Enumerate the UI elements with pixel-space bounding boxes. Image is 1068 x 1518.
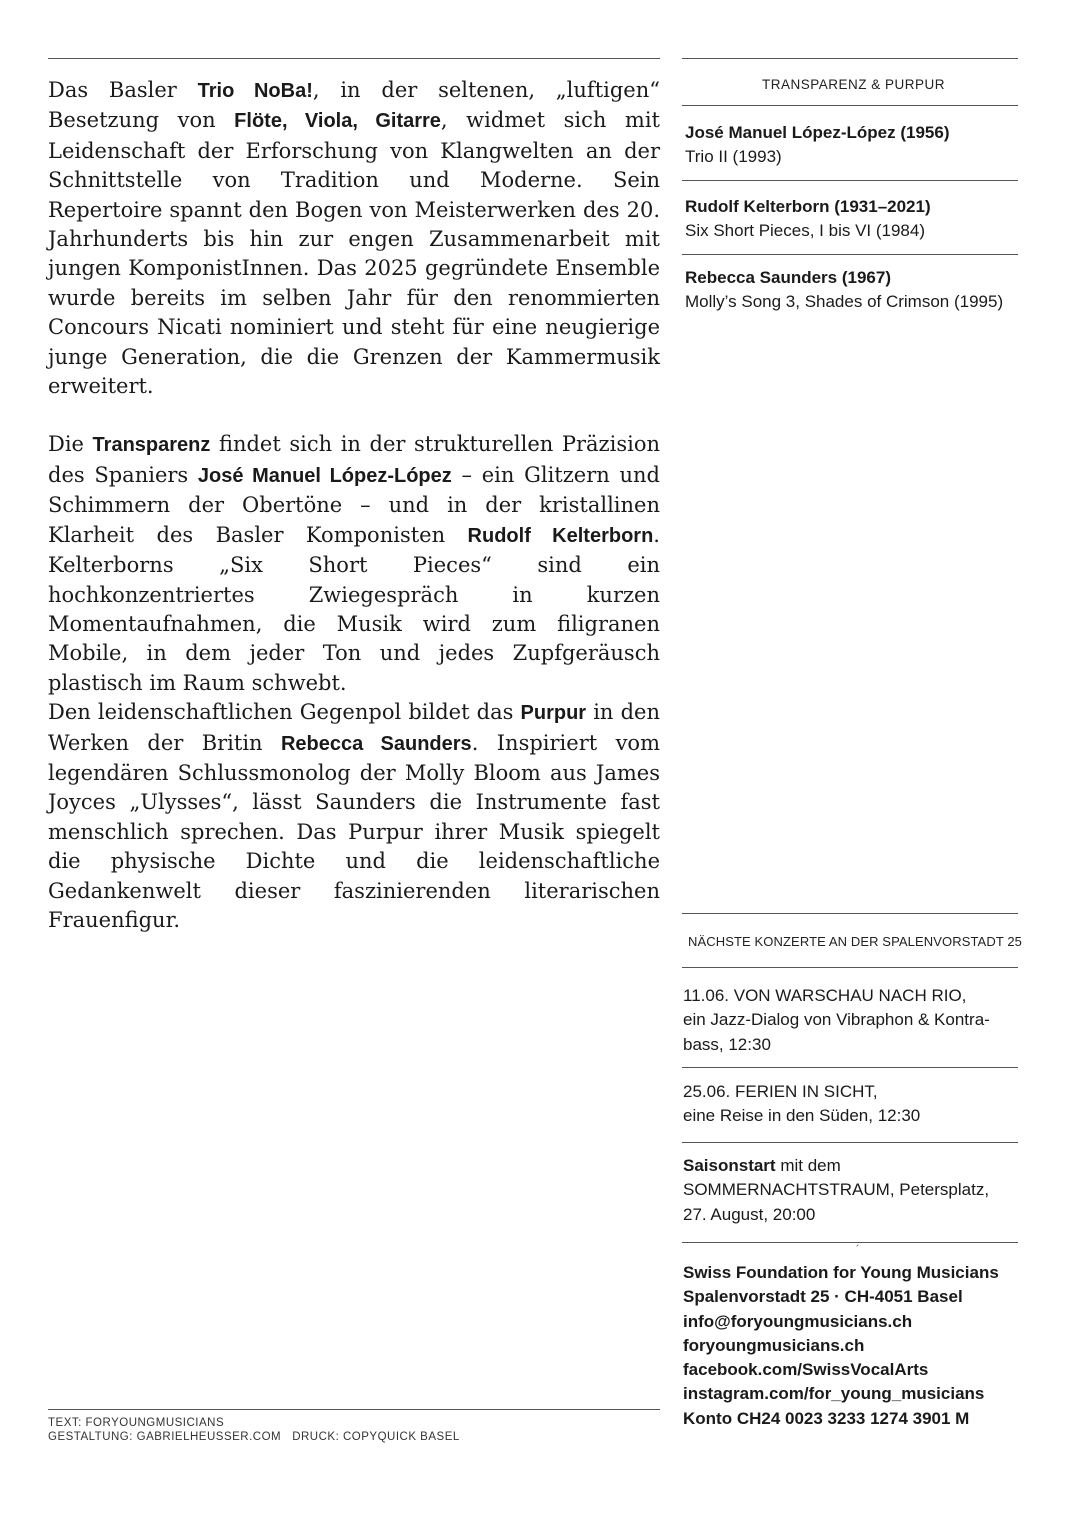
concerts-rule-1 bbox=[682, 967, 1018, 968]
ensemble-name: Trio NoBa! bbox=[197, 80, 313, 102]
concerts-heading: NÄCHSTE KONZERTE AN DER SPALENVORSTADT 25 bbox=[688, 934, 1022, 949]
email-link[interactable]: info@foryoungmusicians.ch bbox=[683, 1311, 913, 1331]
program-heading: TRANSPARENZ & PURPUR bbox=[762, 77, 946, 92]
program-rule-3 bbox=[682, 254, 1018, 255]
paragraph-transparenz: Die Transparenz findet sich in der strukturellen Präzision des Spaniers José Manuel López-López – ein Glitzern und Schimmern der Obertöne – und in der kristallinen Klarheit des Basler Komponisten Rudolf Kelterborn. Kelterborns „Six Short Pieces“ sind ein hochkonzentriertes Zwiegespräch in kurzen Momentaufnahmen, die Musik wird zum filigranen Mobile, in dem jeder Ton und jedes Zupfgeräusch plastisch im Raum schwebt. bbox=[48, 432, 660, 695]
contact-rule bbox=[682, 1242, 1018, 1243]
website-link[interactable]: foryoungmusicians.ch bbox=[683, 1335, 865, 1355]
top-rule-left bbox=[48, 58, 660, 59]
keyword-purpur: Purpur bbox=[520, 702, 587, 725]
concert-item-warschau: 11.06. VON WARSCHAU NACH RIO, ein Jazz-Dialog von Vibraphon & Kontra- bass, 12:30 bbox=[683, 986, 990, 1054]
program-composer: Rudolf Kelterborn (1931–2021) bbox=[685, 197, 931, 216]
instagram-link[interactable]: instagram.com/for_young_musicians bbox=[683, 1384, 985, 1404]
credits bbox=[48, 1417, 460, 1444]
program-composer: Rebecca Saunders (1967) bbox=[685, 268, 891, 287]
tick-mark: ´ bbox=[856, 1244, 860, 1256]
credit-text: TEXT: FORYOUNGMUSICIANS bbox=[48, 1417, 225, 1429]
contact-block bbox=[683, 1261, 1043, 1431]
keyword-transparenz: Transparenz bbox=[92, 434, 211, 457]
concert-item-saisonstart: Saisonstart mit dem SOMMERNACHTSTRAUM, Petersplatz, 27. August, 20:00 bbox=[683, 1156, 990, 1224]
program-rule-2 bbox=[682, 180, 1018, 181]
program-item bbox=[685, 121, 1030, 169]
concert-item-ferien: 25.06. FERIEN IN SICHT, eine Reise in den Süden, 12:30 bbox=[683, 1082, 921, 1126]
org-name: Swiss Foundation for Young Musicians bbox=[683, 1263, 999, 1282]
program-composer: José Manuel López-López (1956) bbox=[685, 123, 950, 142]
instrumentation: Flöte, Viola, Gitarre bbox=[234, 110, 441, 133]
concerts-rule-top bbox=[682, 913, 1018, 914]
composer-saunders: Rebecca Saunders bbox=[280, 732, 472, 755]
program-work: Trio II (1993) bbox=[685, 147, 782, 166]
composer-lopez: José Manuel López-López bbox=[197, 464, 452, 487]
concerts-rule-3 bbox=[682, 1142, 1018, 1143]
facebook-link[interactable]: facebook.com/SwissVocalArts bbox=[683, 1360, 929, 1380]
program-item bbox=[685, 195, 1030, 243]
paragraph-intro: Das Basler Trio NoBa!, in der seltenen, „luftigen“ Besetzung von Flöte, Viola, Gitarre, widmet sich mit Leidenschaft der Erforschung von Klangwelten an der Schnittstelle von Tradition und Moderne. Sein Repertoire spannt den Bogen von Meisterwerken des 20. Jahrhunderts bis hin zur engen Zusammenarbeit mit jungen KomponistInnen. Das 2025 gegründete Ensemble wurde bereits im selben Jahr für den renommierten Concours Nicati nominiert und steht für eine neugierige junge Generation, die die Grenzen der Kammermusik erweitert. bbox=[48, 78, 660, 399]
program-rule-1 bbox=[682, 105, 1018, 106]
program-work: Molly’s Song 3, Shades of Crimson (1995) bbox=[685, 292, 1004, 311]
top-rule-right bbox=[682, 58, 1018, 59]
bank-account: Konto CH24 0023 3233 1274 3901 M bbox=[683, 1408, 970, 1428]
credit-design-print: GESTALTUNG: GABRIELHEUSSER.COM DRUCK: COPYQUICK BASEL bbox=[48, 1430, 460, 1443]
composer-kelterborn: Rudolf Kelterborn bbox=[467, 524, 654, 547]
credits-rule bbox=[48, 1409, 660, 1410]
program-item bbox=[685, 266, 1030, 314]
address: Spalenvorstadt 25 · CH-4051 Basel bbox=[683, 1287, 963, 1307]
saisonstart-label: Saisonstart bbox=[683, 1156, 776, 1175]
article-body bbox=[48, 76, 660, 935]
program-work: Six Short Pieces, I bis VI (1984) bbox=[685, 221, 925, 240]
paragraph-purpur: Den leidenschaftlichen Gegenpol bildet das Purpur in den Werken der Britin Rebecca Saunders. Inspiriert vom legendären Schlussmonolog der Molly Bloom aus James Joyces „Ulysses“, lässt Saunders die Instrumente fast menschlich sprechen. Das Purpur ihrer Musik spiegelt die physische Dichte und die leidenschaftliche Gedankenwelt dieser faszinierenden literarischen Frauenfigur. bbox=[48, 700, 660, 932]
concerts-rule-2 bbox=[682, 1067, 1018, 1068]
